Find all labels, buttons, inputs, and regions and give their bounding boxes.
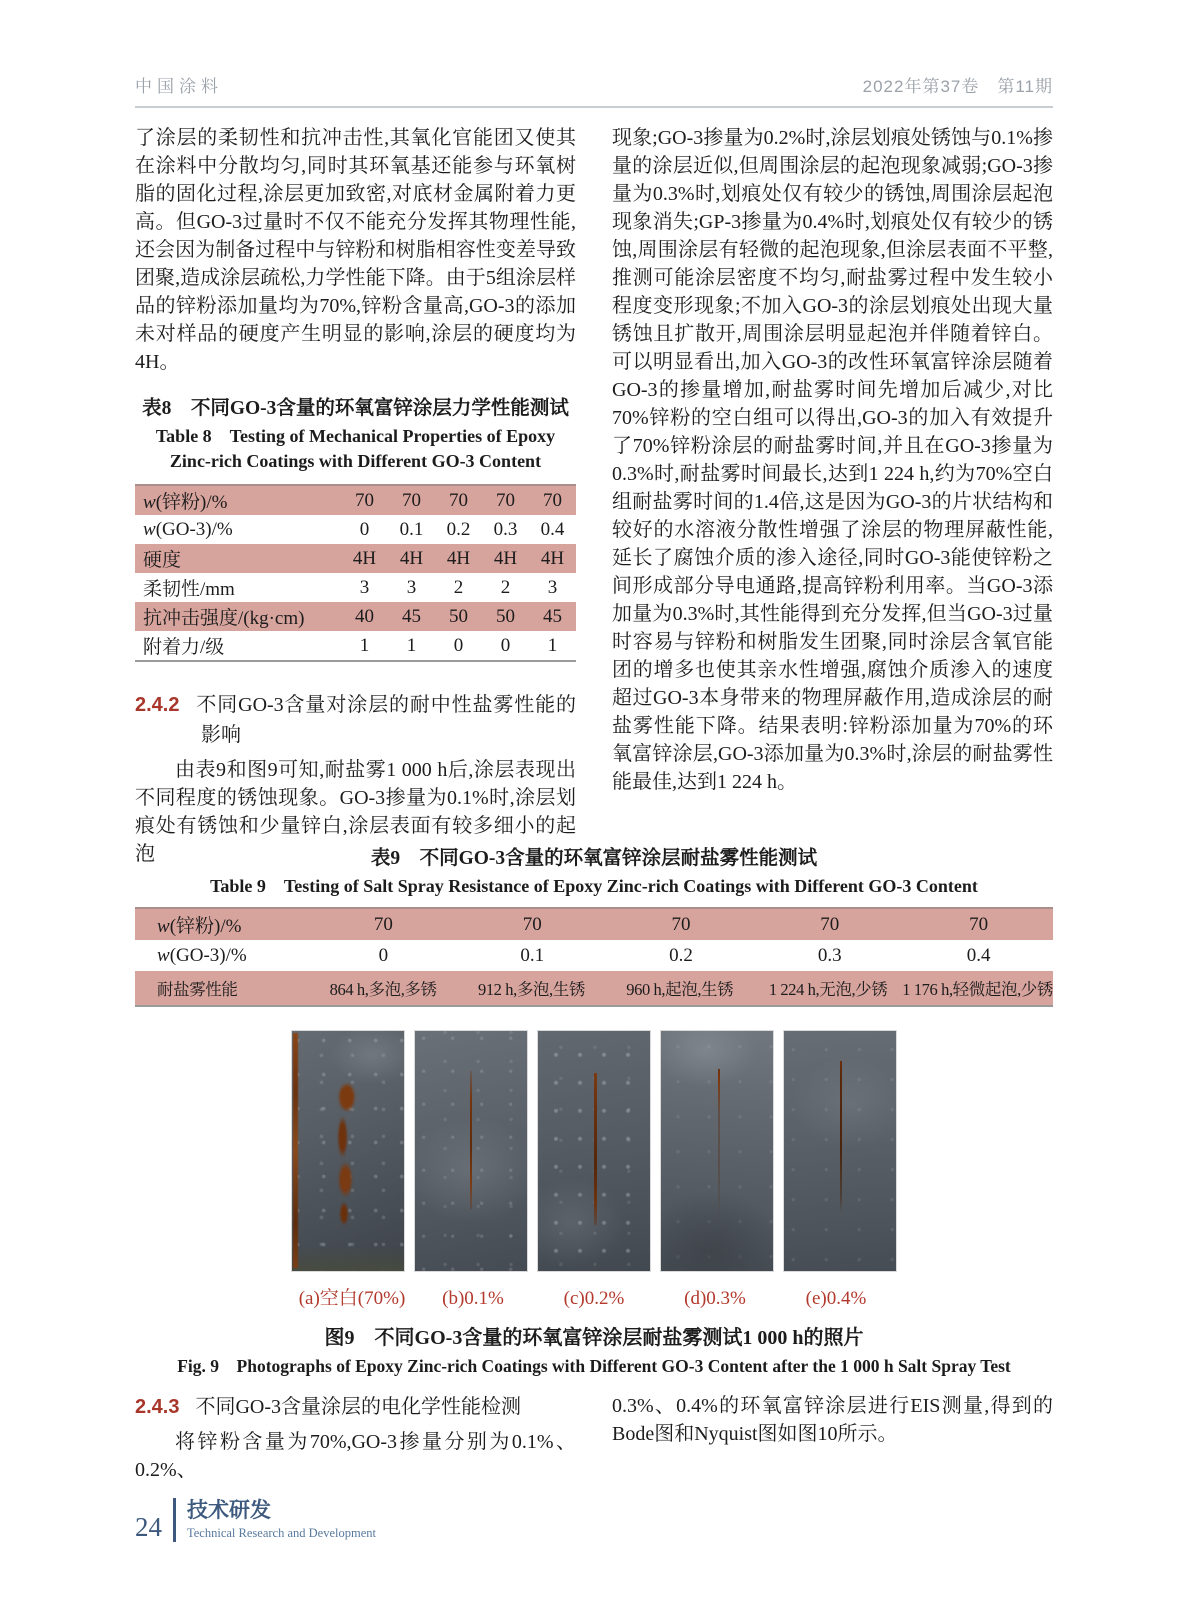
footer-section-en: Technical Research and Development <box>187 1526 376 1540</box>
cell: 4H <box>446 547 471 569</box>
table-row <box>135 631 576 660</box>
panel-photo-0-2 <box>537 1030 651 1272</box>
row-label <box>135 945 309 967</box>
footer-section-cn: 技术研发 <box>187 1499 271 1522</box>
cell: 1 <box>359 634 370 656</box>
cell: 960 h,起泡,生锈 <box>626 980 734 999</box>
photo-caption: (b)0.1% <box>442 1288 504 1309</box>
cell: 70 <box>671 913 691 935</box>
figure9-photos <box>135 1030 1053 1272</box>
row-label-text: 耐盐雾性能 <box>157 980 238 999</box>
table-row <box>135 573 576 602</box>
table8-title-en: Table 8 Testing of Mechanical Properties of Epoxy Zinc-rich Coatings with Different GO-3 Content <box>155 426 556 471</box>
table-row <box>135 544 576 573</box>
cell: 912 h,多泡,生锈 <box>477 980 585 999</box>
panel-photo-0-4 <box>783 1030 897 1272</box>
photo-caption: (e)0.4% <box>805 1288 867 1309</box>
cell: 3 <box>406 576 417 598</box>
cell: 0 <box>359 518 370 540</box>
row-label <box>135 976 309 1000</box>
cell: 0.4 <box>540 518 565 540</box>
figure9-block <box>135 1030 1053 1379</box>
cell: 50 <box>496 605 515 627</box>
cell: 2 <box>453 576 464 598</box>
cell: 40 <box>355 605 374 627</box>
cell: 4H <box>493 547 518 569</box>
right-column <box>612 124 1053 868</box>
page-footer <box>135 1498 376 1542</box>
panel-photo-blank-70 <box>291 1030 405 1272</box>
row-label-text: 柔韧性/mm <box>143 579 235 600</box>
row-label-italic: w <box>157 944 170 966</box>
left-column-bottom <box>135 1392 576 1484</box>
paragraph: 现象;GO-3掺量为0.2%时,涂层划痕处锈蚀与0.1%掺量的涂层近似,但周围涂层的起泡现象减弱;GO-3掺量为0.3%时,划痕处仅有较少的锈蚀,周围涂层起泡现象消失;GP-3掺量为0.4%时,划痕处仅有较少的锈蚀,周围涂层有轻微的起泡现象,但涂层表面不平整,推测可能涂层密度不均匀,耐盐雾过程中发生较小程度变形现象;不加入GO-3的涂层划痕处出现大量锈蚀且扩散开,周围涂层明显起泡并伴随着锌白。可以明显看出,加入GO-3的改性环氧富锌涂层随着GO-3的掺量增加,耐盐雾时间先增加后减少,对比70%锌粉的空白组可以得出,GO-3的加入有效提升了70%锌粉涂层的耐盐雾时间,并且在GO-3掺量为0.3%时,耐盐雾时间最长,达到1 224 h,约为70%空白组耐盐雾时间的1.4倍,这是因为GO-3的片状结构和较好的水溶液分散性增强了涂层的物理屏蔽性能,延长了腐蚀介质的渗入途径,同时GO-3能使锌粉之间形成部分导电通路,提高锌粉利用率。当GO-3添加量为0.3%时,其性能得到充分发挥,但当GO-3过量时容易与锌粉和树脂发生团聚,同时涂层含氧官能团的增多也使其亲水性增强,腐蚀介质渗入的速度超过GO-3本身带来的物理屏蔽作用,造成涂层的耐盐雾性能下降。结果表明:锌粉添加量为70%的环氧富锌涂层,GO-3添加量为0.3%时,涂层的耐盐雾性能最佳,达到1 224 h。 <box>612 127 1053 793</box>
issue-info: 2022年第37卷 第11期 <box>862 77 1053 96</box>
cell: 4H <box>352 547 377 569</box>
row-label <box>135 545 341 572</box>
panel-photo-0-1 <box>414 1030 528 1272</box>
cell: 70 <box>355 489 374 511</box>
table8-title-cn: 表8 不同GO-3含量的环氧富锌涂层力学性能测试 <box>142 398 569 419</box>
lower-columns <box>135 1392 1053 1484</box>
cell: 70 <box>402 489 421 511</box>
cell: 0.1 <box>399 518 424 540</box>
cell: 3 <box>547 576 558 598</box>
section-heading-243 <box>135 1392 576 1422</box>
cell: 3 <box>359 576 370 598</box>
cell: 0 <box>500 634 511 656</box>
photo-caption: (a)空白(70%) <box>298 1288 406 1309</box>
cell: 50 <box>449 605 468 627</box>
cell: 1 224 h,无泡,少锈 <box>768 980 888 999</box>
cell: 1 176 h,轻微起泡,少锈 <box>902 980 1054 999</box>
row-label-text: 抗冲击强度/(kg·cm) <box>143 608 305 629</box>
cell: 70 <box>543 489 562 511</box>
cell: 70 <box>969 913 989 935</box>
table-row <box>135 486 576 515</box>
cell: 4H <box>540 547 565 569</box>
row-label <box>135 519 341 541</box>
paragraph: 将锌粉含量为70%,GO-3掺量分别为0.1%、0.2%、 <box>135 1431 576 1481</box>
table9-title-en: Table 9 Testing of Salt Spray Resistance of Epoxy Zinc-rich Coatings with Different GO-3 Content <box>210 876 978 896</box>
row-label-text: 附着力/级 <box>143 637 225 658</box>
table9-title-cn: 表9 不同GO-3含量的环氧富锌涂层耐盐雾性能测试 <box>370 848 818 869</box>
page-header <box>135 72 1053 108</box>
cell: 70 <box>496 489 515 511</box>
table8-block <box>135 396 576 662</box>
journal-name: 中国涂料 <box>135 77 223 96</box>
cell: 70 <box>449 489 468 511</box>
paragraph: 0.3%、0.4%的环氧富锌涂层进行EIS测量,得到的Bode图和Nyquist图如图10所示。 <box>612 1395 1053 1445</box>
cell: 0.4 <box>966 944 991 966</box>
right-column-bottom <box>612 1392 1053 1484</box>
table9-block <box>135 846 1053 1007</box>
row-label-italic: w <box>143 518 156 540</box>
figure9-title-en: Fig. 9 Photographs of Epoxy Zinc-rich Coatings with Different GO-3 Content after the 1 000 h Salt Spray Test <box>177 1356 1011 1376</box>
photo-caption: (d)0.3% <box>684 1288 746 1309</box>
left-column <box>135 124 576 868</box>
row-label <box>135 911 309 938</box>
cell: 0.2 <box>446 518 471 540</box>
section-heading-242 <box>135 690 576 750</box>
table-row <box>135 971 1053 1005</box>
row-label <box>135 632 341 659</box>
table-row <box>135 940 1053 971</box>
paragraph: 了涂层的柔韧性和抗冲击性,其氧化官能团又使其在涂料中分散均匀,同时其环氧基还能参与环氧树脂的固化过程,涂层更加致密,对底材金属附着力更高。但GO-3过量时不仅不能充分发挥其物理性能,还会因为制备过程中与锌粉和树脂相容性变差导致团聚,造成涂层疏松,力学性能下降。由于5组涂层样品的锌粉添加量均为70%,锌粉含量高,GO-3的添加未对样品的硬度产生明显的影响,涂层的硬度均为4H。 <box>135 127 576 373</box>
cell: 0 <box>453 634 464 656</box>
cell: 70 <box>522 913 542 935</box>
table-row <box>135 909 1053 940</box>
section-number: 2.4.3 <box>135 1396 180 1418</box>
cell: 45 <box>402 605 421 627</box>
upper-columns <box>135 124 1053 868</box>
row-label-text: 硬度 <box>143 550 182 571</box>
cell: 70 <box>820 913 840 935</box>
cell: 0 <box>378 944 389 966</box>
row-label-text: (锌粉)/% <box>155 492 228 513</box>
footer-section <box>173 1498 376 1542</box>
cell: 0.3 <box>817 944 842 966</box>
table-row <box>135 602 576 631</box>
cell: 1 <box>406 634 417 656</box>
photo-caption: (c)0.2% <box>563 1288 625 1309</box>
cell: 0.3 <box>493 518 518 540</box>
cell: 4H <box>399 547 424 569</box>
table-row <box>135 515 576 544</box>
figure9-captions <box>135 1286 1053 1312</box>
cell: 1 <box>547 634 558 656</box>
section-title: 不同GO-3含量涂层的电化学性能检测 <box>195 1396 522 1418</box>
row-label <box>135 574 341 601</box>
table8 <box>135 484 576 662</box>
cell: 70 <box>373 913 393 935</box>
section-number: 2.4.2 <box>135 694 180 716</box>
section-title: 不同GO-3含量对涂层的耐中性盐雾性能的影响 <box>195 694 576 746</box>
panel-photo-0-3 <box>660 1030 774 1272</box>
row-label-italic: w <box>143 492 156 513</box>
row-label-text: (锌粉)/% <box>169 916 242 937</box>
table9 <box>135 907 1053 1007</box>
row-label-text: (GO-3)/% <box>155 518 233 540</box>
cell: 864 h,多泡,多锈 <box>329 980 437 999</box>
row-label-text: (GO-3)/% <box>169 944 247 966</box>
row-label <box>135 603 341 630</box>
figure9-title-cn: 图9 不同GO-3含量的环氧富锌涂层耐盐雾测试1 000 h的照片 <box>324 1327 864 1349</box>
paragraph: 由表9和图9可知,耐盐雾1 000 h后,涂层表现出不同程度的锈蚀现象。GO-3掺量为0.1%时,涂层划痕处有锈蚀和少量锌白,涂层表面有较多细小的起泡 <box>135 759 576 865</box>
cell: 0.2 <box>669 944 693 966</box>
cell: 0.1 <box>520 944 545 966</box>
row-label-italic: w <box>157 916 170 937</box>
cell: 2 <box>500 576 511 598</box>
page-number: 24 <box>135 1512 162 1542</box>
cell: 45 <box>543 605 562 627</box>
row-label <box>135 487 341 514</box>
